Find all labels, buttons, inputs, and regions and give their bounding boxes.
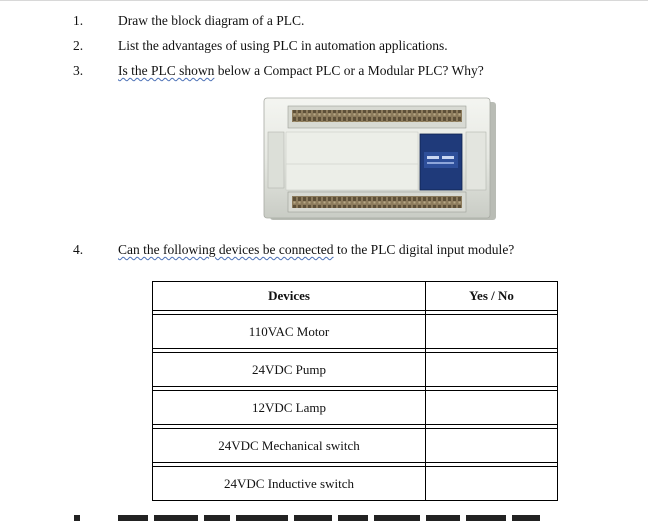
question-number: 2.	[73, 38, 84, 53]
header-yes-no: Yes / No	[426, 282, 558, 311]
plc-device-image	[262, 92, 500, 226]
table-row	[153, 353, 558, 387]
table-row	[153, 315, 558, 349]
device-cell: 110VAC Motor	[153, 315, 426, 349]
device-cell: 24VDC Inductive switch	[153, 467, 426, 501]
spellcheck-underlined-text: Is the PLC shown	[118, 63, 215, 78]
header-devices: Devices	[153, 282, 426, 311]
table-header-row	[153, 282, 558, 311]
table-row	[153, 429, 558, 463]
question-text: List the advantages of using PLC in automation applications.	[118, 38, 448, 53]
table-row	[153, 467, 558, 501]
devices-table	[152, 281, 558, 501]
question-text: Draw the block diagram of a PLC.	[118, 13, 305, 28]
answer-cell[interactable]	[426, 467, 558, 501]
answer-cell[interactable]	[426, 315, 558, 349]
answer-cell[interactable]	[426, 429, 558, 463]
question-text-rest: below a Compact PLC or a Modular PLC? Why?	[214, 63, 484, 78]
page-top-border	[0, 0, 648, 1]
device-cell: 12VDC Lamp	[153, 391, 426, 425]
answer-cell[interactable]	[426, 391, 558, 425]
table-row	[153, 391, 558, 425]
question-text-rest: to the PLC digital input module?	[333, 242, 515, 257]
device-cell: 24VDC Pump	[153, 353, 426, 387]
device-cell: 24VDC Mechanical switch	[153, 429, 426, 463]
question-number: 1.	[73, 13, 84, 28]
question-number: 3.	[73, 63, 84, 78]
question-text	[118, 63, 484, 79]
answer-cell[interactable]	[426, 353, 558, 387]
question-number: 4.	[73, 242, 84, 257]
cut-off-next-line	[70, 515, 570, 525]
question-text	[118, 242, 514, 258]
spellcheck-underlined-text: Can the following devices be connected	[118, 242, 334, 257]
